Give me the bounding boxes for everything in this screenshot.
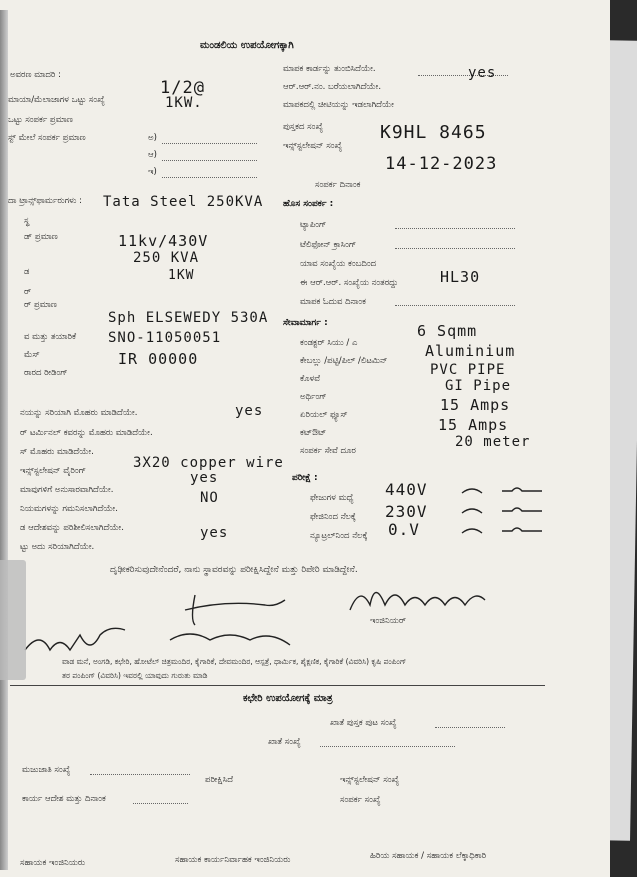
hw-phase-voltage: 440V bbox=[385, 480, 428, 499]
hw-pole-no: HL30 bbox=[440, 268, 481, 286]
hw-distance: 20 meter bbox=[455, 434, 531, 450]
label: ಟೆಲಿಫೋನ್ ಕ್ರಾಸಿಂಗ್ bbox=[300, 240, 357, 250]
label: ಸ್ಟ್ ಮೇಲೆ ಸಂಪರ್ಕ ಪ್ರಮಾಣ bbox=[8, 133, 86, 143]
hw-voltage: 11kv/430V bbox=[118, 232, 209, 250]
signature-label: ಹಿರಿಯ ಸಹಾಯಕ / ಸಹಾಯಕ ಲೆಕ್ಕಾಧಿಕಾರಿ bbox=[370, 851, 487, 861]
label: ಇ) bbox=[148, 167, 157, 177]
label: ಪುಸ್ತಕದ ಸಂಖ್ಯೆ bbox=[283, 122, 324, 132]
label: ಇನ್ಸ್‌ಸ್ಟಲೇಷನ್ ಸಂಖ್ಯೆ bbox=[283, 141, 343, 151]
hw-correct-yes: yes bbox=[200, 525, 229, 541]
label: ಪರೀಕ್ಷಿಸಿದೆ bbox=[205, 775, 234, 785]
label: ಕಾರ್ಯ ಆದೇಶ ಮತ್ತು ದಿನಾಂಕ bbox=[22, 794, 106, 804]
hw-phase-earth-voltage: 230V bbox=[385, 502, 428, 521]
label: ಇನ್ಸ್‌ಸ್ಟಲೇಷನ್ ವೈರಿಂಗ್ bbox=[20, 466, 87, 476]
office-use-title: ಕಛೇರಿ ಉಪಯೋಗಕ್ಕೆ ಮಾತ್ರ bbox=[243, 693, 333, 704]
hw-transformer: Tata Steel 250KVA bbox=[103, 194, 264, 210]
label: ಡ bbox=[24, 267, 30, 277]
label: ರ್ ಟರ್ಮಿನಲ್ ಕವರನ್ನು ಮೊಹರು ಮಾಡಿದೆಯೇ. bbox=[20, 428, 153, 438]
label: ಅವರಣ ಮಾದರಿ : bbox=[10, 70, 61, 80]
label: ಕಟ್‌ಔಟ್ bbox=[300, 428, 327, 438]
label: ರ್ bbox=[24, 287, 32, 297]
voltage-marks bbox=[462, 483, 552, 543]
signature-label: ಸಹಾಯಕ ಕಾರ್ಯನಿರ್ವಾಹಕ ಇಂಜಿನಿಯರು bbox=[175, 855, 291, 865]
label: ನ್ಯೂಟ್ರಲ್‌ನಿಂದ ನೆಲಕ್ಕೆ bbox=[310, 531, 368, 541]
label: ಮಾಪಕ ಓದುವ ದಿನಾಂಕ bbox=[300, 297, 366, 307]
label: ಟ್ಯಾಪಿಂಗ್ bbox=[300, 220, 327, 230]
label: ಆ) bbox=[148, 150, 157, 160]
hw-cutout: 15 Amps bbox=[438, 416, 509, 434]
hw-cable: Aluminium bbox=[425, 342, 516, 360]
hw-meter-make: Sph ELSEWEDY 530A bbox=[108, 310, 269, 326]
label: ಮಾಪಕ ಕಾರ್ಡನ್ನು ತುಂಬಿಸಿದೆಯೇ. bbox=[283, 64, 376, 74]
label: ಮಾಯಾ/ಮೆಲಾಜಾಗಳ ಒಟ್ಟು ಸಂಖ್ಯೆ bbox=[8, 95, 105, 105]
binding-edge bbox=[0, 10, 8, 870]
hw-installation-no: K9HL 8465 bbox=[380, 122, 487, 143]
label: ಫೇಜುಗಳ ಮಧ್ಯೆ bbox=[310, 493, 354, 503]
label: ಕಂಡಕ್ಟರ್ ಸಿಯು / ಎ bbox=[300, 338, 358, 348]
label: ಖಾತೆ ಪುಸ್ತಕ ಪುಟ ಸಂಖ್ಯೆ bbox=[330, 718, 397, 728]
label: ಏರಿಯಲ್ ಫ್ಯೂಸ್ bbox=[300, 410, 348, 420]
label: ಸಂಪರ್ಕ ದಿನಾಂಕ bbox=[315, 180, 361, 190]
signature-label: ಸಹಾಯಕ ಇಂಜಿನಿಯರು bbox=[20, 858, 86, 868]
label: ಆರ್.ಆರ್.ನಂ. ಬರೆಯಲಾಗಿದೆಯೇ. bbox=[283, 82, 382, 92]
label: ಈ ಆರ್.ಆರ್. ಸಂಖ್ಯೆಯ ನಂತರದ್ದು bbox=[300, 278, 399, 288]
divider bbox=[10, 685, 545, 686]
label: ಕೇಬಲ್ಲು /ಪಟ್ಟಿ/ಪಿಲ್ /ಲಿಟಮಿನ್ bbox=[300, 356, 388, 366]
hw-kva: 250 KVA bbox=[133, 250, 200, 266]
hw-sealed-yes: yes bbox=[235, 403, 264, 419]
label: ಟ್ಟು ಅದು ಸರಿಯಾಗಿದೆಯೇ. bbox=[20, 542, 95, 552]
hw-meter-card-yes: yes bbox=[468, 65, 497, 81]
label: ಮಾಪಕದಲ್ಲಿ ಚೀಟಿಯನ್ನು ಇಡಲಾಗಿದೆಯೇ bbox=[283, 100, 394, 110]
hw-observed-no: NO bbox=[200, 490, 219, 506]
label: ಡ ಆದೇಶವನ್ನು ಪರಿಶೀಲಿಸಲಾಗಿದೆಯೇ. bbox=[20, 523, 124, 533]
label: ಸೇವಾಮಾರ್ಗ : bbox=[283, 318, 328, 328]
label: ಖಾತೆ ಸಂಖ್ಯೆ bbox=[268, 737, 301, 747]
label: ನಿಯಮಗಳನ್ನು ಗಮನಿಸಲಾಗಿದೆಯೇ. bbox=[20, 504, 118, 514]
hw-count-kw: 1KW. bbox=[165, 95, 203, 111]
label: ಹೊಸ ಸಂಪರ್ಕ : bbox=[283, 199, 334, 209]
category-line-1: ವಾಡ ಮನೆ, ಅಂಗಡಿ, ಕಛೇರಿ, ಹೋಟೆಲ್ ಚಿತ್ರಮಂದಿರ, ಕೈಗಾರಿಕೆ, ದೇವಮಂದಿರ, ಆಸ್ಪತ್ರೆ, ಧಾರ್ಮಿಕ, ಶೈಕ್ಷಣಿಕ, ಕೈಗಾರಿಕೆ (ವಿವರಿಸಿ) ಕೃಷಿ ಪಂಪಿಂಗ್ bbox=[62, 657, 407, 666]
label: ಒಟ್ಟು ಸಂಪರ್ಕ ಪ್ರಮಾಣ bbox=[8, 115, 73, 125]
binder-clip bbox=[0, 560, 26, 680]
label: ರ್ ಪ್ರಮಾಣ bbox=[24, 300, 57, 310]
label: ಪರೀಕ್ಷೆ : bbox=[292, 473, 318, 483]
label: ಫೇಜಿನಿಂದ ನೆಲಕ್ಕೆ bbox=[310, 512, 356, 522]
label: ವ ಮತ್ತು ತಯಾರಿಕೆ bbox=[24, 332, 77, 342]
engineer-label: ಇಂಜಿನಿಯರ್ bbox=[370, 616, 407, 626]
hw-connection-date: 14-12-2023 bbox=[385, 154, 498, 174]
hw-earthing: GI Pipe bbox=[445, 378, 512, 394]
label: ರಾರದ ರೀಡಿಂಗ್ bbox=[24, 368, 68, 378]
certification-text: ದೃಢೀಕರಿಸುವುದೇನೆಂದರೆ, ನಾನು ಸ್ಥಾವರವನ್ನು ಪರೀಕ್ಷಿಸಿದ್ದೇನೆ ಮತ್ತು ರಿಪೇರಿ ಮಾಡಿದ್ದೇನೆ. bbox=[110, 565, 358, 575]
hw-rules-yes: yes bbox=[190, 470, 219, 486]
label: ಅರ್ಥಿಂಗ್ bbox=[300, 392, 327, 402]
hw-kw: 1KW bbox=[168, 268, 195, 283]
label: ಮಾವುಗಳಿಗೆ ಅನುಸಾರವಾಗಿದೆಯೇ. bbox=[20, 485, 114, 495]
hw-neutral-earth-voltage: 0.V bbox=[388, 520, 420, 539]
hw-meter-sno: SNO-11050051 bbox=[108, 330, 222, 346]
label: ಡ್ ಪ್ರಮಾಣ bbox=[24, 232, 58, 242]
label: ಮೆಸ್ bbox=[24, 350, 40, 360]
hw-conductor: 6 Sqmm bbox=[417, 322, 478, 340]
label: ಅ) bbox=[148, 133, 157, 143]
label: ಯಾವ ಸಂಖ್ಯೆಯ ಕಂಬದಿಂದ bbox=[300, 259, 377, 269]
label: ನಯನ್ನು ಸರಿಯಾಗಿ ಮೊಹರು ಮಾಡಿದೆಯೇ. bbox=[20, 408, 138, 418]
form-heading: ಮಂಡಲಿಯ ಉಪಯೋಗಕ್ಕಾಗಿ bbox=[200, 40, 294, 51]
category-line-2: ತರ ಪಂಪಿಂಗ್ (ವಿವರಿಸಿ) ಇವರಲ್ಲಿ ಯಾವುದು ಗುರುತು ಮಾಡಿ bbox=[62, 671, 208, 680]
label: ಸ್ಥ bbox=[24, 216, 30, 226]
label: ಮಜುಜಾತಿ ಸಂಖ್ಯೆ bbox=[22, 765, 71, 775]
hw-aerial-fuse: 15 Amps bbox=[440, 396, 511, 414]
signature-engineer bbox=[350, 580, 490, 620]
label: ಸಂಪರ್ಕ ಸೇವೆ ದೂರ bbox=[300, 446, 356, 456]
label: ಸಂಪರ್ಕ ಸಂಖ್ಯೆ bbox=[340, 795, 381, 805]
label: ಸ್ ಮೊಹರು ಮಾಡಿದೆಯೇ. bbox=[20, 447, 94, 457]
hw-pipe: PVC PIPE bbox=[430, 362, 506, 378]
label: ಕೊಳವೆ bbox=[300, 374, 321, 384]
label: ಇನ್ಸ್‌ಸ್ಟಲೇಷನ್ ಸಂಖ್ಯೆ bbox=[340, 775, 400, 785]
signature-1 bbox=[175, 590, 285, 630]
hw-reading: IR 00000 bbox=[118, 350, 199, 368]
hw-wiring: 3X20 copper wire bbox=[133, 455, 284, 471]
label: ದಾ ಟ್ರಾನ್ಸ್‌ಫಾರ್ಮರುಗಳು : bbox=[8, 196, 83, 206]
signature-3 bbox=[165, 625, 315, 655]
hw-count: 1/2@ bbox=[160, 78, 205, 98]
